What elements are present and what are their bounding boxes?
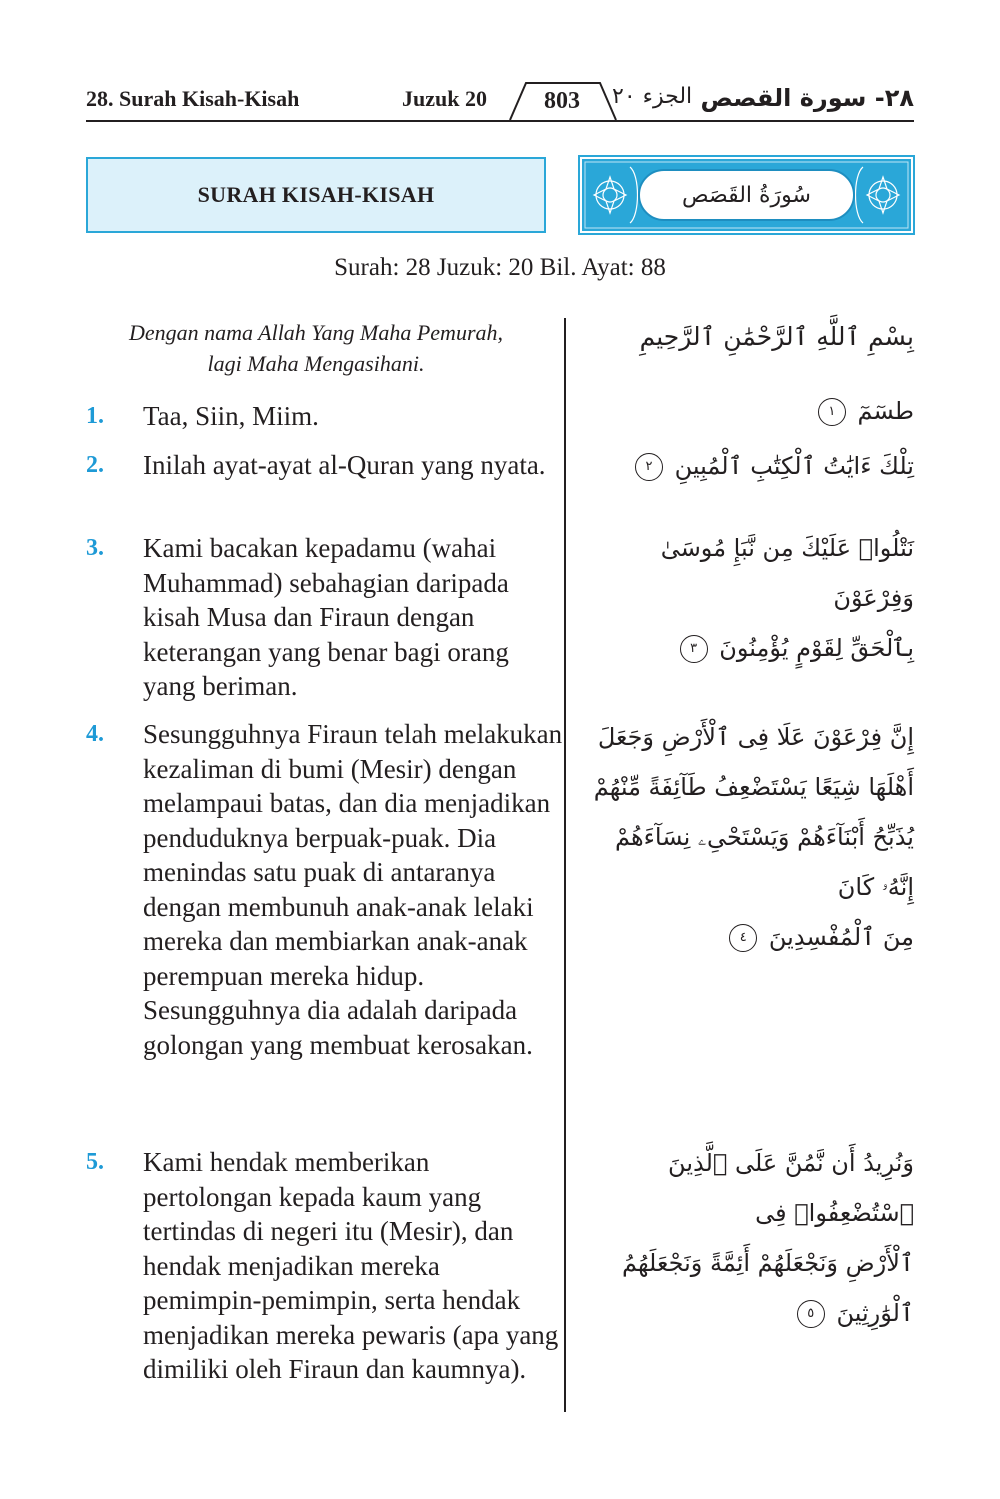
header-rule [86, 120, 914, 122]
page-number: 803 [544, 88, 580, 114]
running-header-juz-arabic: الجزء ٢٠ [612, 84, 693, 109]
verse-translation: Kami hendak memberikan pertolongan kepada kaum yang tertindas di negeri itu (Mesir), dan hendak menjadikan mereka pemimpin-pemimpin, serta hendak menjadikan mereka pewaris (apa yang dimiliki oleh Firaun dan kaumnya). [143, 1147, 559, 1384]
verse-number: 1. [86, 403, 104, 429]
verse-number: 5. [86, 1149, 104, 1175]
surah-info: Surah: 28 Juzuk: 20 Bil. Ayat: 88 [334, 254, 666, 281]
surah-title-box [86, 157, 546, 233]
verse-number: 3. [86, 535, 104, 561]
running-header-surah: 28. Surah Kisah-Kisah [86, 86, 300, 111]
verse-5-arabic [584, 1138, 914, 1338]
ayah-end-marker: ٣ [680, 635, 708, 663]
arabic-line: ٱلْوَٰرِثِينَ [836, 1299, 914, 1327]
verse-3-arabic [584, 523, 914, 673]
basmala-translation-line2: lagi Maha Mengasihani. [207, 351, 425, 376]
verse-number: 4. [86, 721, 104, 747]
arabic-line: نَتْلُوا۟ عَلَيْكَ مِن نَّبَإِ مُوسَىٰ وَفِرْعَوْنَ [660, 534, 914, 612]
verse-2-arabic [584, 441, 914, 491]
verse-translation: Taa, Siin, Miim. [143, 401, 319, 431]
surah-ornament-panel [578, 155, 915, 235]
basmala-translation [86, 317, 546, 379]
surah-title-arabic: سُورَةُ القَصَص [638, 169, 855, 221]
arabic-line: وَنُرِيدُ أَن نَّمُنَّ عَلَى ٱلَّذِينَ ٱسْتُضْعِفُوا۟ فِى [668, 1149, 914, 1227]
basmala-arabic: بِسْمِ ٱللَّهِ ٱلرَّحْمَٰنِ ٱلرَّحِيمِ [639, 322, 914, 351]
arabic-line: أَهْلَهَا شِيَعًا يَسْتَضْعِفُ طَآئِفَةً مِّنْهُمْ [593, 773, 914, 801]
ayah-end-marker: ١ [818, 398, 846, 426]
ayah-end-marker: ٢ [635, 453, 663, 481]
ayah-end-marker: ٥ [797, 1300, 825, 1328]
verse-translation: Inilah ayat-ayat al-Quran yang nyata. [143, 450, 546, 480]
verse-translation: Kami bacakan kepadamu (wahai Muhammad) sebahagian daripada kisah Musa dan Firaun dengan keterangan yang benar bagi orang yang beriman. [143, 533, 509, 701]
arabic-line: إِنَّ فِرْعَوْنَ عَلَا فِى ٱلْأَرْضِ وَجَعَلَ [597, 723, 914, 751]
verse-4-arabic [584, 712, 914, 962]
verse-number: 2. [86, 452, 104, 478]
arabic-line: طسٓمٓ [857, 397, 914, 425]
ayah-end-marker: ٤ [729, 924, 757, 952]
surah-title: SURAH KISAH-KISAH [197, 182, 435, 207]
column-divider [564, 318, 566, 1412]
arabic-line: يُذَبِّحُ أَبْنَآءَهُمْ وَيَسْتَحْىِۦ نِسَآءَهُمْ إِنَّهُۥ كَانَ [614, 823, 914, 901]
arabic-line: تِلْكَ ءَايَٰتُ ٱلْكِتَٰبِ ٱلْمُبِينِ [674, 452, 914, 480]
running-header-juz: Juzuk 20 [402, 86, 487, 111]
arabic-line: ٱلْأَرْضِ وَنَجْعَلَهُمْ أَئِمَّةً وَنَجْعَلَهُمُ [622, 1249, 914, 1277]
verse-1-arabic [584, 386, 914, 436]
arabic-line: مِنَ ٱلْمُفْسِدِينَ [768, 923, 914, 951]
basmala-translation-line1: Dengan nama Allah Yang Maha Pemurah, [129, 320, 503, 345]
arabic-line: بِٱلْحَقِّ لِقَوْمٍ يُؤْمِنُونَ [719, 634, 914, 662]
running-header-surah-arabic: ٢٨- سورة القصص [700, 84, 914, 112]
verse-translation: Sesungguhnya Firaun telah melakukan kezaliman di bumi (Mesir) dengan melampaui batas, dan dia menjadikan penduduknya berpuak-puak. Dia menindas satu puak di antaranya dengan membunuh anak-anak lelaki mereka dan membiarkan anak-anak perempuan mereka hidup. Sesungguhnya dia adalah daripada golongan yang membuat kerosakan. [143, 719, 563, 1060]
